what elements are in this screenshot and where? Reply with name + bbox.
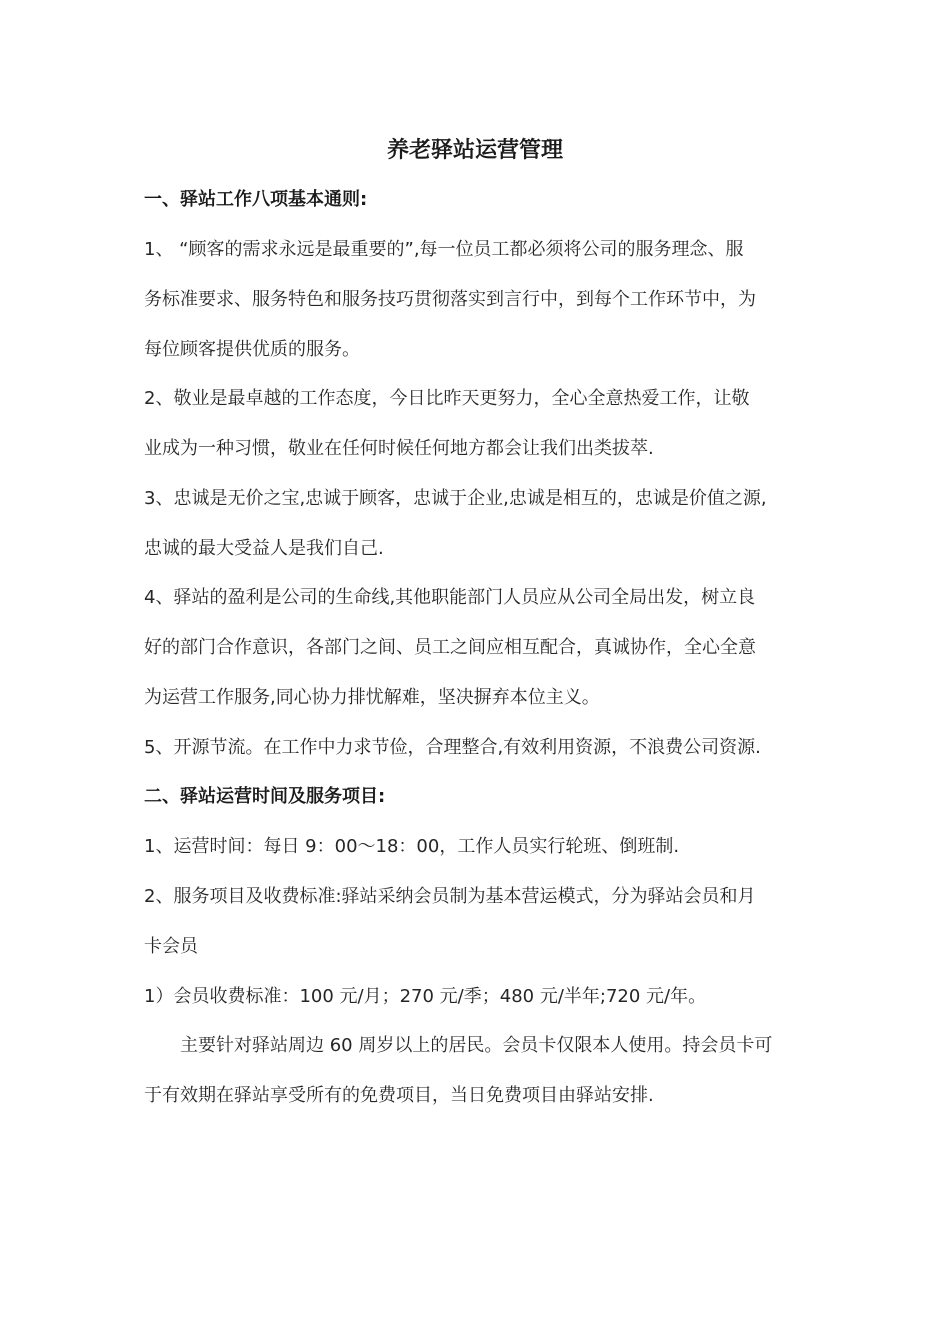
- paragraph-line: 每位顾客提供优质的服务。: [144, 339, 360, 360]
- paragraph-line: 主要针对驿站周边 60 周岁以上的居民。会员卡仅限本人使用。持会员卡可: [180, 1035, 773, 1056]
- paragraph-line: 务标准要求、服务特色和服务技巧贯彻落实到言行中，到每个工作环节中，为: [144, 289, 756, 310]
- paragraph-line: 4、驿站的盈利是公司的生命线,其他职能部门人员应从公司全局出发，树立良: [144, 587, 756, 608]
- paragraph-line: 1、 “顾客的需求永远是最重要的”,每一位员工都必须将公司的服务理念、服: [144, 239, 744, 260]
- paragraph-line: 忠诚的最大受益人是我们自己.: [144, 538, 384, 559]
- section-heading-2: 二、驿站运营时间及服务项目:: [144, 786, 386, 807]
- paragraph-line: 业成为一种习惯，敬业在任何时候任何地方都会让我们出类拔萃.: [144, 438, 654, 459]
- paragraph-line: 为运营工作服务,同心协力排忧解难，坚决摒弃本位主义。: [144, 687, 600, 708]
- paragraph-line: 卡会员: [144, 936, 198, 957]
- paragraph-line: 1）会员收费标准：100 元/月；270 元/季；480 元/半年;720 元/年。: [144, 986, 707, 1007]
- paragraph-line: 2、服务项目及收费标准:驿站采纳会员制为基本营运模式，分为驿站会员和月: [144, 886, 756, 907]
- document-title: 养老驿站运营管理: [386, 138, 563, 163]
- paragraph-line: 5、开源节流。在工作中力求节俭，合理整合,有效利用资源，不浪费公司资源.: [144, 737, 761, 758]
- paragraph-line: 好的部门合作意识，各部门之间、员工之间应相互配合，真诚协作，全心全意: [144, 637, 756, 658]
- paragraph-line: 3、忠诚是无价之宝,忠诚于顾客，忠诚于企业,忠诚是相互的，忠诚是价值之源,: [144, 488, 767, 509]
- paragraph-line: 2、敬业是最卓越的工作态度，今日比昨天更努力，全心全意热爱工作，让敬: [144, 388, 750, 409]
- paragraph-line: 于有效期在驿站享受所有的免费项目，当日免费项目由驿站安排.: [144, 1085, 654, 1106]
- section-heading-1: 一、驿站工作八项基本通则:: [144, 189, 368, 210]
- paragraph-line: 1、运营时间：每日 9：00～18：00，工作人员实行轮班、倒班制.: [144, 836, 680, 857]
